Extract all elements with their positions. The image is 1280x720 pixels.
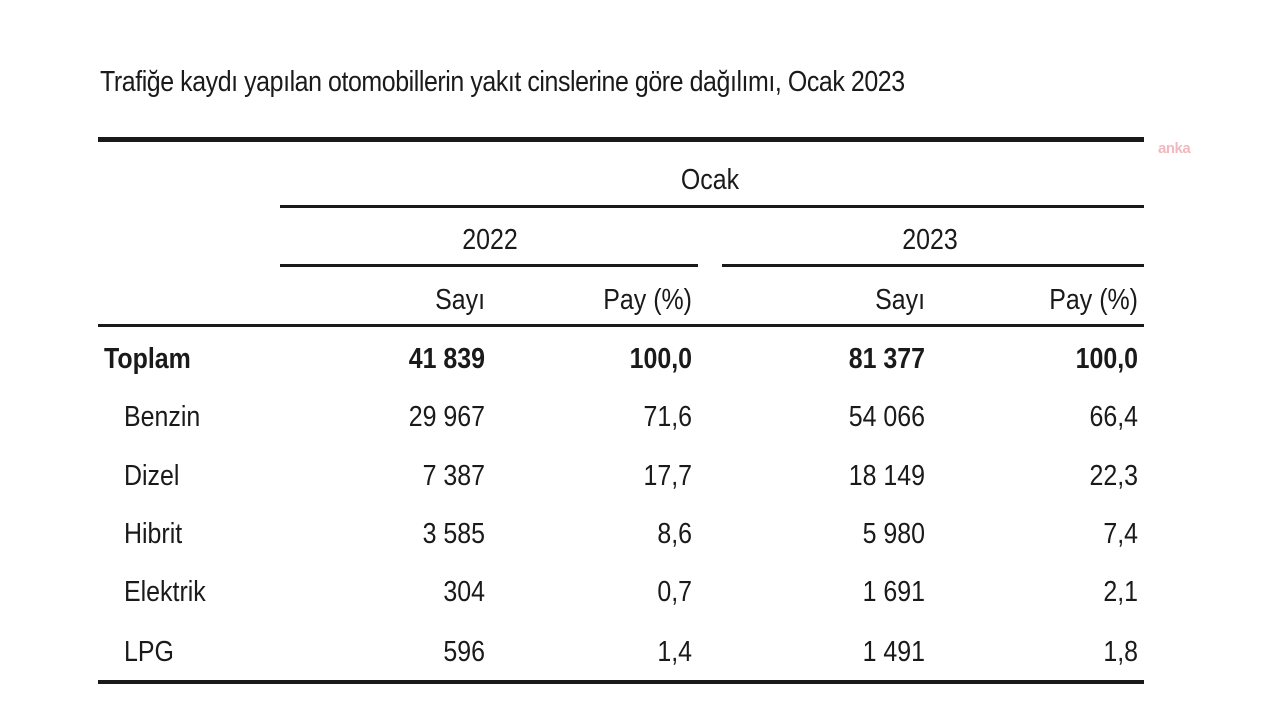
subheader-share-2022: Pay (%): [603, 284, 692, 316]
cell-share-2023: 100,0: [1075, 343, 1138, 375]
cell-share-2022: 0,7: [657, 576, 692, 608]
month-header: Ocak: [680, 164, 740, 196]
row-label: Hibrit: [124, 518, 183, 550]
month-rule: [280, 205, 1144, 208]
cell-share-2023: 2,1: [1103, 576, 1138, 608]
row-label: Dizel: [124, 460, 180, 492]
cell-count-2022: 29 967: [408, 401, 485, 433]
subheader-count-2023: Sayı: [875, 284, 925, 316]
cell-count-2022: 41 839: [408, 343, 485, 375]
year-header-2023: 2023: [902, 224, 958, 256]
cell-share-2022: 8,6: [657, 518, 692, 550]
cell-share-2023: 1,8: [1103, 636, 1138, 668]
row-label: LPG: [124, 636, 174, 668]
watermark-logo: anka: [1158, 140, 1191, 157]
cell-share-2023: 7,4: [1103, 518, 1138, 550]
cell-count-2023: 5 980: [862, 518, 925, 550]
cell-count-2023: 81 377: [848, 343, 925, 375]
year-rule-2022: [280, 264, 698, 267]
row-label: Toplam: [104, 343, 191, 375]
cell-count-2023: 54 066: [848, 401, 925, 433]
row-label: Benzin: [124, 401, 201, 433]
cell-count-2022: 3 585: [422, 518, 485, 550]
cell-count-2022: 7 387: [422, 460, 485, 492]
cell-share-2022: 100,0: [629, 343, 692, 375]
cell-count-2023: 1 491: [862, 636, 925, 668]
cell-count-2023: 18 149: [848, 460, 925, 492]
cell-count-2022: 596: [443, 636, 485, 668]
year-rule-2023: [722, 264, 1144, 267]
top-rule: [98, 137, 1144, 142]
year-header-2022: 2022: [462, 224, 518, 256]
cell-count-2023: 1 691: [862, 576, 925, 608]
header-rule: [98, 324, 1144, 327]
cell-share-2022: 1,4: [657, 636, 692, 668]
subheader-count-2022: Sayı: [435, 284, 485, 316]
cell-share-2023: 66,4: [1089, 401, 1138, 433]
bottom-rule: [98, 680, 1144, 684]
row-label: Elektrik: [124, 576, 206, 608]
cell-share-2023: 22,3: [1089, 460, 1138, 492]
cell-share-2022: 17,7: [643, 460, 692, 492]
cell-count-2022: 304: [443, 576, 485, 608]
table-title: Trafiğe kaydı yapılan otomobillerin yakıt cinslerine göre dağılımı, Ocak 2023: [100, 66, 905, 98]
cell-share-2022: 71,6: [643, 401, 692, 433]
subheader-share-2023: Pay (%): [1049, 284, 1138, 316]
